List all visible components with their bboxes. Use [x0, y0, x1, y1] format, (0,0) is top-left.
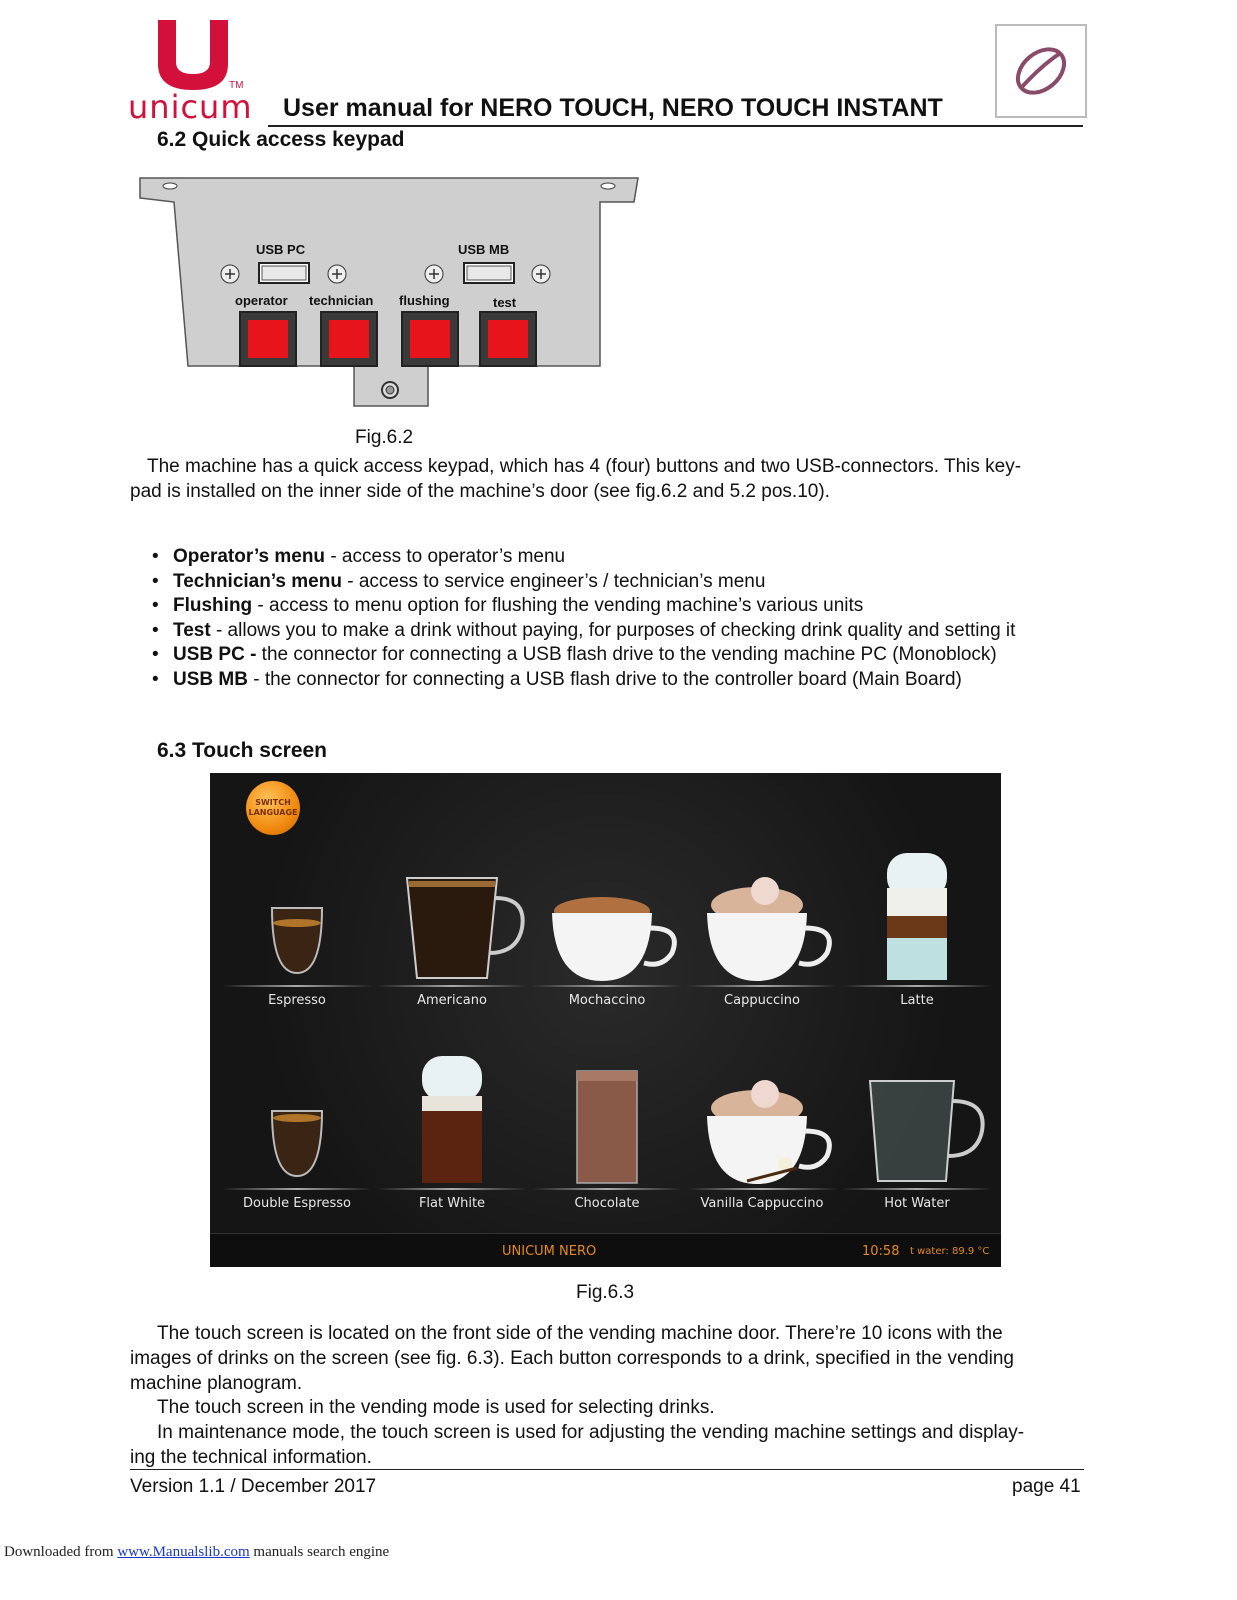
list-item: • Test - allows you to make a drink without paying, for purposes of checking drink quality and setting it — [148, 619, 1015, 644]
switch-language-button: SWITCH LANGUAGE — [246, 781, 300, 835]
touch-screen-figure — [210, 773, 1001, 1267]
list-item: • Technician’s menu - access to service engineer’s / technician’s menu — [148, 570, 1015, 595]
screen-clock: 10:58 — [862, 1244, 900, 1259]
unicum-logo-wordmark: unicum — [128, 88, 253, 126]
keypad-button-technician-label: technician — [309, 293, 374, 308]
figure-caption-6-3: Fig.6.3 — [576, 1282, 635, 1303]
section-title-touch-screen: 6.3 Touch screen — [157, 739, 328, 762]
screen-brand-label: UNICUM NERO — [502, 1244, 597, 1259]
touch-paragraph-1-line3: machine planogram. — [130, 1373, 303, 1394]
download-credit: Downloaded from www.Manualslib.com manuals search engine — [4, 1544, 390, 1560]
touch-paragraph-3-line2: ing the technical information. — [130, 1447, 372, 1468]
usb-mb-label: USB MB — [458, 242, 510, 257]
keypad-function-list — [148, 545, 1015, 692]
keypad-paragraph-line1: The machine has a quick access keypad, which has 4 (four) buttons and two USB-connectors. This key- — [147, 456, 1022, 477]
figure-caption-6-2: Fig.6.2 — [355, 427, 414, 448]
screen-water-temperature: t water: 89.9 °C — [910, 1246, 990, 1257]
page-number: page 41 — [1012, 1476, 1081, 1497]
drink-tile-hot-water: Hot Water — [842, 1076, 992, 1216]
document-version: Version 1.1 / December 2017 — [130, 1476, 377, 1497]
list-item: • USB MB - the connector for connecting a USB flash drive to the controller board (Main Board) — [148, 668, 1015, 693]
touch-paragraph-1-line2: images of drinks on the screen (see fig. 6.3). Each button corresponds to a drink, specified in the vending — [130, 1348, 1015, 1369]
drink-tile-latte: Latte — [842, 848, 992, 1013]
manualslib-link[interactable]: www.Manualslib.com — [117, 1544, 250, 1560]
drink-tile-mochaccino: Mochaccino — [532, 873, 682, 1013]
keypad-illustration — [138, 176, 642, 412]
keypad-button-test-label: test — [493, 295, 517, 310]
drink-tile-americano: Americano — [377, 873, 527, 1013]
drink-tile-flat-white: Flat White — [377, 1051, 527, 1216]
keypad-button-operator-label: operator — [235, 293, 288, 308]
drink-tile-double-espresso: Double Espresso — [222, 1076, 372, 1216]
trademark-symbol: TM — [229, 80, 244, 91]
screen-status-bar — [210, 1233, 1001, 1267]
keypad-paragraph-line2: pad is installed on the inner side of the machine’s door (see fig.6.2 and 5.2 pos.10). — [130, 481, 830, 502]
document-title: User manual for NERO TOUCH, NERO TOUCH INSTANT — [283, 94, 943, 122]
touch-paragraph-3-line1: In maintenance mode, the touch screen is used for adjusting the vending machine settings and display- — [157, 1422, 1025, 1443]
drink-tile-cappuccino: Cappuccino — [687, 873, 837, 1013]
touch-paragraph-2: The touch screen in the vending mode is used for selecting drinks. — [157, 1397, 715, 1418]
coffee-bean-icon — [995, 24, 1087, 118]
keypad-button-flushing-label: flushing — [399, 293, 450, 308]
list-item: • Flushing - access to menu option for flushing the vending machine’s various units — [148, 594, 1015, 619]
drink-tile-espresso: Espresso — [222, 873, 372, 1013]
drink-tile-vanilla-cappuccino: Vanilla Cappuccino — [687, 1076, 837, 1216]
drink-tile-chocolate: Chocolate — [532, 1066, 682, 1216]
list-item: • USB PC - the connector for connecting a USB flash drive to the vending machine PC (Monoblock) — [148, 643, 1015, 668]
touch-paragraph-1-line1: The touch screen is located on the front side of the vending machine door. There’re 10 icons with the — [157, 1323, 1003, 1344]
footer-divider — [130, 1469, 1084, 1470]
unicum-logo-mark — [156, 20, 230, 90]
section-title-quick-access: 6.2 Quick access keypad — [157, 128, 405, 151]
header-divider — [268, 125, 1083, 127]
list-item: • Operator’s menu - access to operator’s menu — [148, 545, 1015, 570]
usb-pc-label: USB PC — [256, 242, 306, 257]
